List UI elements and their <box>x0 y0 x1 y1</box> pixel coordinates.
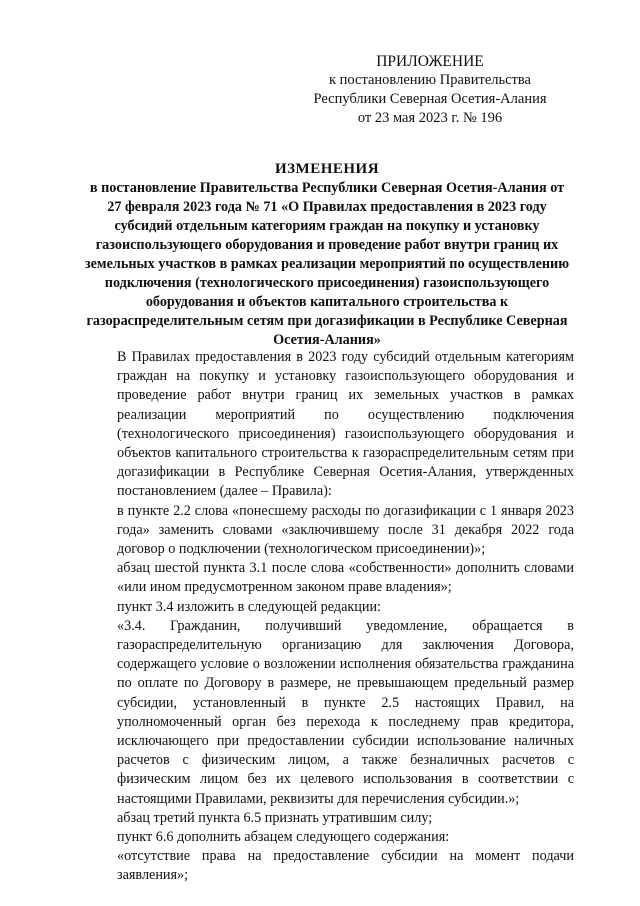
paragraph-item-3-4: пункт 3.4 изложить в следующей редакции: <box>117 598 381 615</box>
paragraph-item-3-4-text: «3.4. Гражданин, получивший уведомление, обращается в газораспределительную организацию для заключения Договора, содержащего условие о возложении исполнения обязательства гражданина по оплате по Договору в размере, не превышающем предельный размер субсидии, установленный в пункте 2.5 настоящих Правил, на уполномоченный орган без перехода к последнему прав кредитора, исключающего при предоставлении субсидии использование наличных расчетов с физическим лицом, а также безналичных расчетов с физическим лицом без их целевого использования в соответствии с настоящими Правилами, реквизиты для перечисления субсидии.»; <box>117 617 574 807</box>
paragraph-item-3-1: абзац шестой пункта 3.1 после слова «собственности» дополнить словами «или ином предусмотренном законом праве владения»; <box>117 560 574 596</box>
title-subtitle: в постановление Правительства Республики Северная Осетия-Алания от 27 февраля 2023 года № 71 «О Правилах предоставления в 2023 году субсидий отдельным категориям граждан на покупку и установку газоиспользующего оборудования и проведение работ внутри границ их земельных участков в рамках реализации мероприятий по осуществлению подключения (технологического присоединения) газоиспользующего оборудования и объектов капитального строительства к газораспределительным сетям при догазификации в Республике Северная Осетия-Алания» <box>84 180 570 348</box>
appendix-line-2: Республики Северная Осетия-Алания <box>313 91 547 107</box>
paragraph-item-2-2: в пункте 2.2 слова «понесшему расходы по догазификации с 1 января 2023 года» заменить словами «заключившему после 31 декабря 2022 года договор о подключении (технологическом присоединении)»; <box>117 502 574 558</box>
paragraph-item-6-5: абзац третий пункта 6.5 признать утратившим силу; <box>117 809 433 826</box>
document-body <box>117 348 574 886</box>
document-title <box>82 160 572 350</box>
paragraph-intro: В Правилах предоставления в 2023 году субсидий отдельным категориям граждан на покупку и установку газоиспользующего оборудования и проведение работ внутри границ их земельных участков в рамках реализации мероприятий по осуществлению подключения (технологического присоединения) газоиспользующего оборудования и объектов капитального строительства к газораспределительным сетям при догазификации в Республике Северная Осетия-Алания, утвержденных постановлением (далее – Правила): <box>117 349 574 500</box>
appendix-line-3: от 23 мая 2023 г. № 196 <box>357 110 503 126</box>
appendix-header <box>300 52 560 128</box>
paragraph-item-6-6-text: «отсутствие права на предоставление субсидии на момент подачи заявления»; <box>117 848 574 884</box>
appendix-heading: ПРИЛОЖЕНИЕ <box>376 53 484 70</box>
title-main: ИЗМЕНЕНИЯ <box>274 161 380 177</box>
paragraph-item-6-6: пункт 6.6 дополнить абзацем следующего содержания: <box>117 829 450 846</box>
appendix-line-1: к постановлению Правительства <box>329 72 531 88</box>
